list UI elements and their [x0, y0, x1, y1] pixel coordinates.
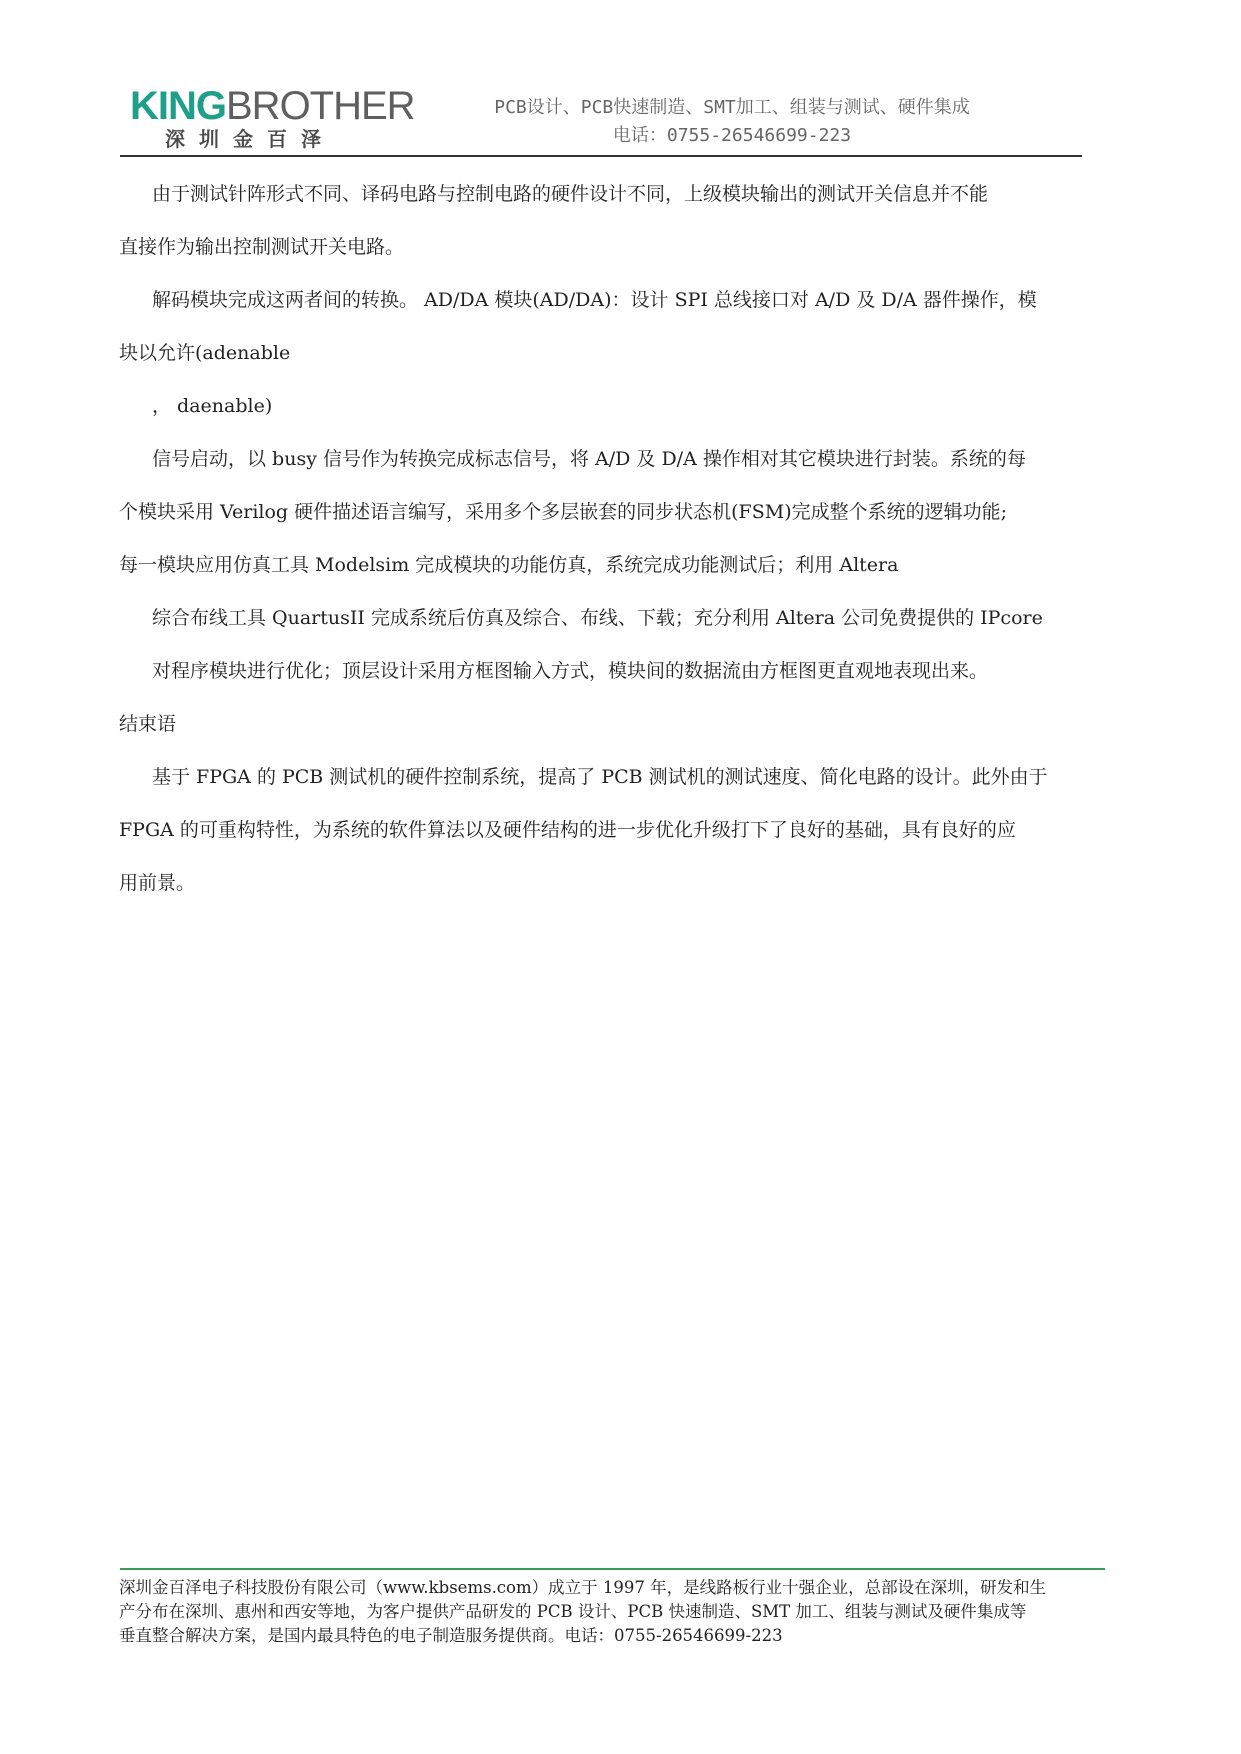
header-divider — [120, 155, 1082, 157]
company-logo — [130, 86, 415, 151]
footer-line: 垂直整合解决方案，是国内最具特色的电子制造服务提供商。电话：0755-26546699-223 — [119, 1626, 783, 1645]
footer-divider — [120, 1568, 1105, 1570]
logo-wordmark — [130, 86, 415, 126]
body-paragraph: 每一模块应用仿真工具 Modelsim 完成模块的功能仿真，系统完成功能测试后；利用 Altera — [119, 554, 899, 576]
logo-chinese-name: 深圳金百泽 — [165, 127, 335, 151]
body-paragraph: 解码模块完成这两者间的转换。 AD/DA 模块(AD/DA)：设计 SPI 总线接口对 A/D 及 D/A 器件操作，模 — [152, 289, 1037, 311]
body-paragraph: 个模块采用 Verilog 硬件描述语言编写，采用多个多层嵌套的同步状态机(FSM)完成整个系统的逻辑功能; — [119, 501, 1008, 523]
body-paragraph: 块以允许(adenable — [119, 342, 291, 364]
body-paragraph: 直接作为输出控制测试开关电路。 — [119, 236, 405, 258]
section-heading-conclusion: 结束语 — [119, 713, 177, 735]
header-phone: 电话：0755-26546699-223 — [612, 125, 852, 146]
footer-line: 产分布在深圳、惠州和西安等地，为客户提供产品研发的 PCB 设计、PCB 快速制造、SMT 加工、组装与测试及硬件集成等 — [119, 1602, 1027, 1621]
body-paragraph: 对程序模块进行优化；顶层设计采用方框图输入方式，模块间的数据流由方框图更直观地表现出来。 — [152, 660, 989, 682]
body-paragraph: FPGA 的可重构特性，为系统的软件算法以及硬件结构的进一步优化升级打下了良好的基础，具有良好的应 — [119, 819, 1016, 841]
document-body — [119, 168, 1131, 910]
footer-line: 深圳金百泽电子科技股份有限公司（www.kbsems.com）成立于 1997 年，是线路板行业十强企业，总部设在深圳，研发和生 — [119, 1578, 1047, 1597]
body-paragraph: 基于 FPGA 的 PCB 测试机的硬件控制系统，提高了 PCB 测试机的测试速度、简化电路的设计。此外由于 — [152, 766, 1048, 788]
body-paragraph: 由于测试针阵形式不同、译码电路与控制电路的硬件设计不同，上级模块输出的测试开关信息并不能 — [152, 183, 989, 205]
logo-king: KING — [130, 84, 226, 128]
header-tagline — [462, 94, 1002, 150]
body-paragraph: 信号启动，以 busy 信号作为转换完成标志信号，将 A/D 及 D/A 操作相对其它模块进行封装。系统的每 — [152, 448, 1026, 470]
body-paragraph: 综合布线工具 QuartusII 完成系统后仿真及综合、布线、下载；充分利用 Altera 公司免费提供的 IPcore — [152, 607, 1043, 629]
page-header — [0, 0, 1241, 160]
body-paragraph: 用前景。 — [119, 872, 196, 894]
body-paragraph: ， daenable) — [152, 395, 273, 417]
logo-brother: BROTHER — [226, 84, 415, 128]
page-footer — [119, 1576, 1129, 1648]
services-tagline: PCB设计、PCB快速制造、SMT加工、组装与测试、硬件集成 — [494, 97, 970, 118]
